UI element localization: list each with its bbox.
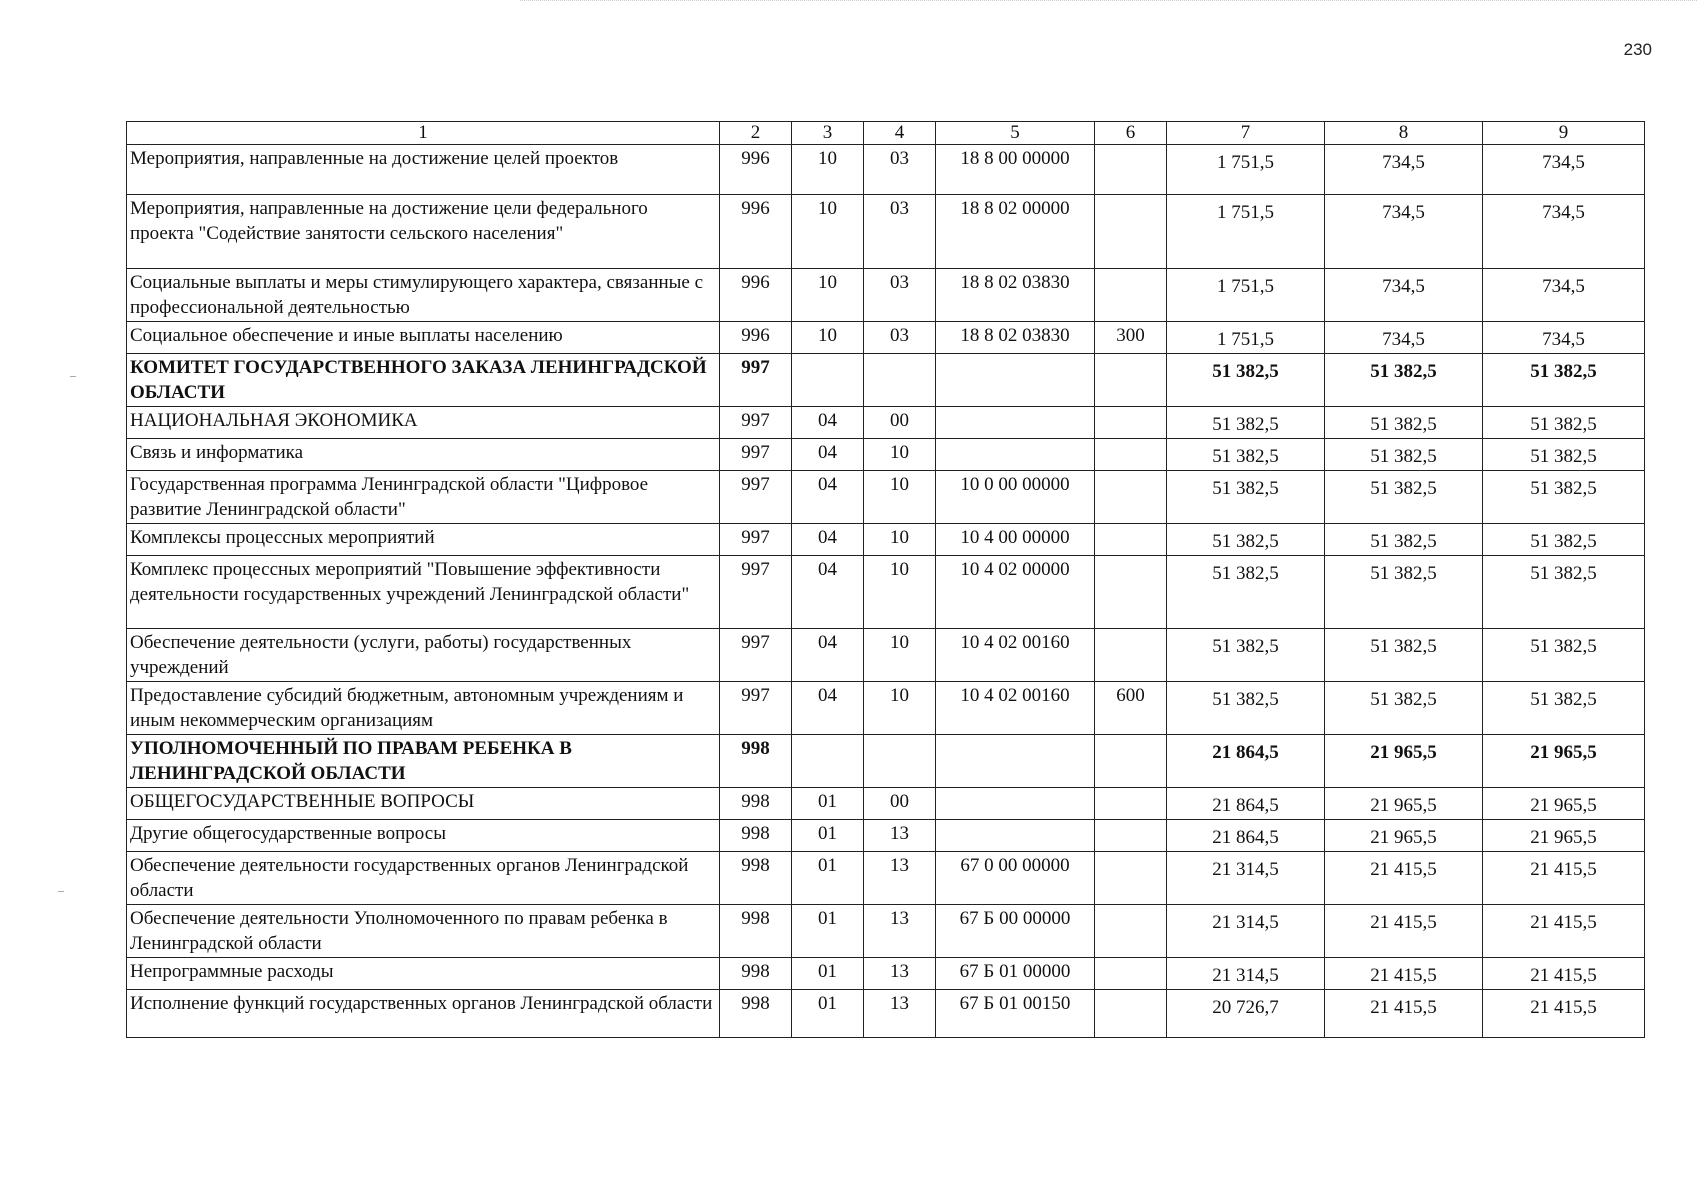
- header-cell: 3: [792, 122, 864, 145]
- row-col-4: 13: [864, 905, 936, 958]
- row-name: УПОЛНОМОЧЕННЫЙ ПО ПРАВАМ РЕБЕНКА В ЛЕНИНГРАДСКОЙ ОБЛАСТИ: [127, 735, 720, 788]
- row-col-5: [936, 820, 1095, 852]
- row-name: КОМИТЕТ ГОСУДАРСТВЕННОГО ЗАКАЗА ЛЕНИНГРАДСКОЙ ОБЛАСТИ: [127, 354, 720, 407]
- row-col-6: [1095, 439, 1167, 471]
- row-col-4: 10: [864, 524, 936, 556]
- table-row: [127, 439, 1645, 471]
- row-col-3: 04: [792, 439, 864, 471]
- table-row: [127, 269, 1645, 322]
- row-col-2: 998: [720, 990, 792, 1038]
- row-col-3: 04: [792, 471, 864, 524]
- row-col-3: 01: [792, 788, 864, 820]
- row-col-2: 997: [720, 629, 792, 682]
- row-col-2: 997: [720, 471, 792, 524]
- row-col-5: 10 4 00 00000: [936, 524, 1095, 556]
- row-col-2: 996: [720, 269, 792, 322]
- header-cell: 4: [864, 122, 936, 145]
- row-col-4: 03: [864, 322, 936, 354]
- header-cell: 1: [127, 122, 720, 145]
- row-col-6: [1095, 407, 1167, 439]
- row-col-4: 10: [864, 682, 936, 735]
- row-col-6: [1095, 990, 1167, 1038]
- row-col-6: [1095, 788, 1167, 820]
- row-name: Предоставление субсидий бюджетным, автономным учреждениям и иным некоммерческим организациям: [127, 682, 720, 735]
- row-col-6: [1095, 269, 1167, 322]
- row-col-2: 996: [720, 322, 792, 354]
- row-col-8: 21 415,5: [1325, 958, 1483, 990]
- table-row: [127, 905, 1645, 958]
- scan-margin-mark: [70, 376, 76, 377]
- row-col-3: 01: [792, 820, 864, 852]
- table-row: [127, 990, 1645, 1038]
- row-col-5: 18 8 02 03830: [936, 269, 1095, 322]
- row-col-3: 01: [792, 990, 864, 1038]
- row-col-2: 998: [720, 820, 792, 852]
- row-col-9: 51 382,5: [1483, 471, 1645, 524]
- row-col-8: 21 965,5: [1325, 735, 1483, 788]
- row-col-7: 1 751,5: [1167, 322, 1325, 354]
- row-col-5: 67 Б 00 00000: [936, 905, 1095, 958]
- table-row: [127, 195, 1645, 269]
- row-col-5: 18 8 00 00000: [936, 145, 1095, 195]
- row-col-3: 04: [792, 407, 864, 439]
- row-col-3: 10: [792, 195, 864, 269]
- row-col-9: 21 415,5: [1483, 958, 1645, 990]
- budget-table: [126, 121, 1645, 1038]
- row-col-6: [1095, 820, 1167, 852]
- row-col-7: 21 314,5: [1167, 905, 1325, 958]
- row-col-4: [864, 735, 936, 788]
- table-row: [127, 556, 1645, 629]
- row-col-7: 51 382,5: [1167, 354, 1325, 407]
- row-col-3: 10: [792, 269, 864, 322]
- row-col-9: 21 415,5: [1483, 990, 1645, 1038]
- row-col-7: 1 751,5: [1167, 195, 1325, 269]
- row-col-2: 998: [720, 735, 792, 788]
- row-col-7: 21 314,5: [1167, 852, 1325, 905]
- row-col-4: 10: [864, 556, 936, 629]
- row-col-7: 1 751,5: [1167, 269, 1325, 322]
- row-col-9: 21 965,5: [1483, 788, 1645, 820]
- table-row: [127, 852, 1645, 905]
- row-col-2: 997: [720, 682, 792, 735]
- row-col-3: [792, 735, 864, 788]
- row-col-9: 734,5: [1483, 322, 1645, 354]
- row-name: Социальное обеспечение и иные выплаты населению: [127, 322, 720, 354]
- header-cell: 8: [1325, 122, 1483, 145]
- row-name: Комплекс процессных мероприятий "Повышение эффективности деятельности государственных учреждений Ленинградской области": [127, 556, 720, 629]
- row-col-4: [864, 354, 936, 407]
- row-col-9: 21 415,5: [1483, 852, 1645, 905]
- row-col-7: 21 864,5: [1167, 788, 1325, 820]
- row-col-5: 67 Б 01 00000: [936, 958, 1095, 990]
- row-col-5: 18 8 02 03830: [936, 322, 1095, 354]
- row-col-9: 734,5: [1483, 269, 1645, 322]
- row-col-2: 997: [720, 407, 792, 439]
- row-col-9: 51 382,5: [1483, 524, 1645, 556]
- scan-margin-mark: [58, 891, 64, 892]
- row-col-6: [1095, 905, 1167, 958]
- row-col-3: 04: [792, 524, 864, 556]
- row-col-2: 998: [720, 905, 792, 958]
- header-row: [127, 122, 1645, 145]
- row-col-4: 03: [864, 195, 936, 269]
- row-col-2: 998: [720, 958, 792, 990]
- row-col-7: 21 864,5: [1167, 820, 1325, 852]
- row-name: Обеспечение деятельности государственных органов Ленинградской области: [127, 852, 720, 905]
- row-col-5: 10 4 02 00160: [936, 629, 1095, 682]
- row-col-3: 10: [792, 322, 864, 354]
- row-col-6: [1095, 195, 1167, 269]
- row-col-8: 51 382,5: [1325, 439, 1483, 471]
- row-col-7: 51 382,5: [1167, 471, 1325, 524]
- row-col-6: [1095, 556, 1167, 629]
- row-col-2: 997: [720, 439, 792, 471]
- row-col-9: 51 382,5: [1483, 682, 1645, 735]
- table-row: [127, 958, 1645, 990]
- row-col-8: 51 382,5: [1325, 524, 1483, 556]
- row-col-5: [936, 439, 1095, 471]
- row-name: Непрограммные расходы: [127, 958, 720, 990]
- row-col-4: 03: [864, 269, 936, 322]
- table-row: [127, 145, 1645, 195]
- row-col-7: 51 382,5: [1167, 439, 1325, 471]
- row-col-8: 734,5: [1325, 145, 1483, 195]
- table-row: [127, 354, 1645, 407]
- row-col-6: [1095, 958, 1167, 990]
- row-col-3: 10: [792, 145, 864, 195]
- row-col-5: 10 4 02 00000: [936, 556, 1095, 629]
- row-col-9: 734,5: [1483, 195, 1645, 269]
- row-col-8: 21 965,5: [1325, 820, 1483, 852]
- row-col-3: 01: [792, 958, 864, 990]
- row-col-7: 51 382,5: [1167, 407, 1325, 439]
- row-col-8: 51 382,5: [1325, 354, 1483, 407]
- header-cell: 5: [936, 122, 1095, 145]
- row-col-6: [1095, 629, 1167, 682]
- row-col-6: [1095, 735, 1167, 788]
- row-col-9: 21 965,5: [1483, 820, 1645, 852]
- row-col-8: 51 382,5: [1325, 471, 1483, 524]
- row-col-8: 51 382,5: [1325, 629, 1483, 682]
- row-col-8: 21 415,5: [1325, 990, 1483, 1038]
- row-col-3: 04: [792, 556, 864, 629]
- row-col-9: 51 382,5: [1483, 407, 1645, 439]
- row-name: Мероприятия, направленные на достижение целей проектов: [127, 145, 720, 195]
- row-col-9: 21 415,5: [1483, 905, 1645, 958]
- table-row: [127, 407, 1645, 439]
- row-col-9: 734,5: [1483, 145, 1645, 195]
- row-col-8: 734,5: [1325, 322, 1483, 354]
- header-cell: 7: [1167, 122, 1325, 145]
- row-col-4: 10: [864, 439, 936, 471]
- row-name: Исполнение функций государственных органов Ленинградской области: [127, 990, 720, 1038]
- row-col-2: 997: [720, 556, 792, 629]
- row-name: Обеспечение деятельности Уполномоченного по правам ребенка в Ленинградской области: [127, 905, 720, 958]
- row-col-9: 51 382,5: [1483, 354, 1645, 407]
- row-col-8: 21 415,5: [1325, 905, 1483, 958]
- header-cell: 6: [1095, 122, 1167, 145]
- row-col-4: 13: [864, 990, 936, 1038]
- row-name: Комплексы процессных мероприятий: [127, 524, 720, 556]
- row-col-2: 997: [720, 354, 792, 407]
- row-col-3: 01: [792, 905, 864, 958]
- table-row: [127, 524, 1645, 556]
- row-col-2: 998: [720, 852, 792, 905]
- table-row: [127, 322, 1645, 354]
- row-col-8: 734,5: [1325, 269, 1483, 322]
- row-col-5: [936, 407, 1095, 439]
- row-col-7: 51 382,5: [1167, 524, 1325, 556]
- row-col-4: 03: [864, 145, 936, 195]
- row-name: Мероприятия, направленные на достижение цели федерального проекта "Содействие занятости сельского населения": [127, 195, 720, 269]
- row-col-8: 21 415,5: [1325, 852, 1483, 905]
- row-col-2: 997: [720, 524, 792, 556]
- row-name: Государственная программа Ленинградской области "Цифровое развитие Ленинградской области": [127, 471, 720, 524]
- row-name: НАЦИОНАЛЬНАЯ ЭКОНОМИКА: [127, 407, 720, 439]
- row-col-5: 10 4 02 00160: [936, 682, 1095, 735]
- row-col-5: [936, 788, 1095, 820]
- row-col-3: 01: [792, 852, 864, 905]
- row-col-7: 21 864,5: [1167, 735, 1325, 788]
- row-col-9: 51 382,5: [1483, 439, 1645, 471]
- row-col-7: 20 726,7: [1167, 990, 1325, 1038]
- row-col-7: 1 751,5: [1167, 145, 1325, 195]
- row-col-9: 51 382,5: [1483, 629, 1645, 682]
- row-col-5: 10 0 00 00000: [936, 471, 1095, 524]
- row-col-6: [1095, 471, 1167, 524]
- row-name: Социальные выплаты и меры стимулирующего характера, связанные с профессиональной деятельностью: [127, 269, 720, 322]
- row-col-3: 04: [792, 629, 864, 682]
- row-col-4: 10: [864, 629, 936, 682]
- row-name: Связь и информатика: [127, 439, 720, 471]
- row-col-4: 13: [864, 958, 936, 990]
- row-col-8: 734,5: [1325, 195, 1483, 269]
- header-cell: 2: [720, 122, 792, 145]
- row-col-2: 998: [720, 788, 792, 820]
- row-col-6: 600: [1095, 682, 1167, 735]
- row-col-7: 51 382,5: [1167, 629, 1325, 682]
- row-col-4: 00: [864, 407, 936, 439]
- row-col-7: 51 382,5: [1167, 682, 1325, 735]
- row-col-8: 51 382,5: [1325, 556, 1483, 629]
- row-col-6: [1095, 145, 1167, 195]
- table-row: [127, 735, 1645, 788]
- table-row: [127, 471, 1645, 524]
- row-col-7: 51 382,5: [1167, 556, 1325, 629]
- row-col-6: [1095, 354, 1167, 407]
- row-col-4: 10: [864, 471, 936, 524]
- row-name: Другие общегосударственные вопросы: [127, 820, 720, 852]
- row-col-6: 300: [1095, 322, 1167, 354]
- row-col-3: [792, 354, 864, 407]
- row-col-6: [1095, 852, 1167, 905]
- row-name: Обеспечение деятельности (услуги, работы) государственных учреждений: [127, 629, 720, 682]
- header-cell: 9: [1483, 122, 1645, 145]
- row-col-7: 21 314,5: [1167, 958, 1325, 990]
- table-row: [127, 629, 1645, 682]
- row-col-4: 13: [864, 852, 936, 905]
- row-col-8: 21 965,5: [1325, 788, 1483, 820]
- row-col-3: 04: [792, 682, 864, 735]
- row-col-5: [936, 735, 1095, 788]
- row-col-8: 51 382,5: [1325, 407, 1483, 439]
- row-col-4: 00: [864, 788, 936, 820]
- row-col-8: 51 382,5: [1325, 682, 1483, 735]
- table-row: [127, 788, 1645, 820]
- row-col-6: [1095, 524, 1167, 556]
- row-col-9: 21 965,5: [1483, 735, 1645, 788]
- page-number: 230: [1623, 40, 1652, 59]
- row-col-5: [936, 354, 1095, 407]
- row-col-4: 13: [864, 820, 936, 852]
- row-col-5: 67 Б 01 00150: [936, 990, 1095, 1038]
- row-col-5: 67 0 00 00000: [936, 852, 1095, 905]
- table-row: [127, 820, 1645, 852]
- table-row: [127, 682, 1645, 735]
- row-col-9: 51 382,5: [1483, 556, 1645, 629]
- row-col-5: 18 8 02 00000: [936, 195, 1095, 269]
- scan-top-edge: [520, 0, 1697, 1]
- row-name: ОБЩЕГОСУДАРСТВЕННЫЕ ВОПРОСЫ: [127, 788, 720, 820]
- row-col-2: 996: [720, 145, 792, 195]
- row-col-2: 996: [720, 195, 792, 269]
